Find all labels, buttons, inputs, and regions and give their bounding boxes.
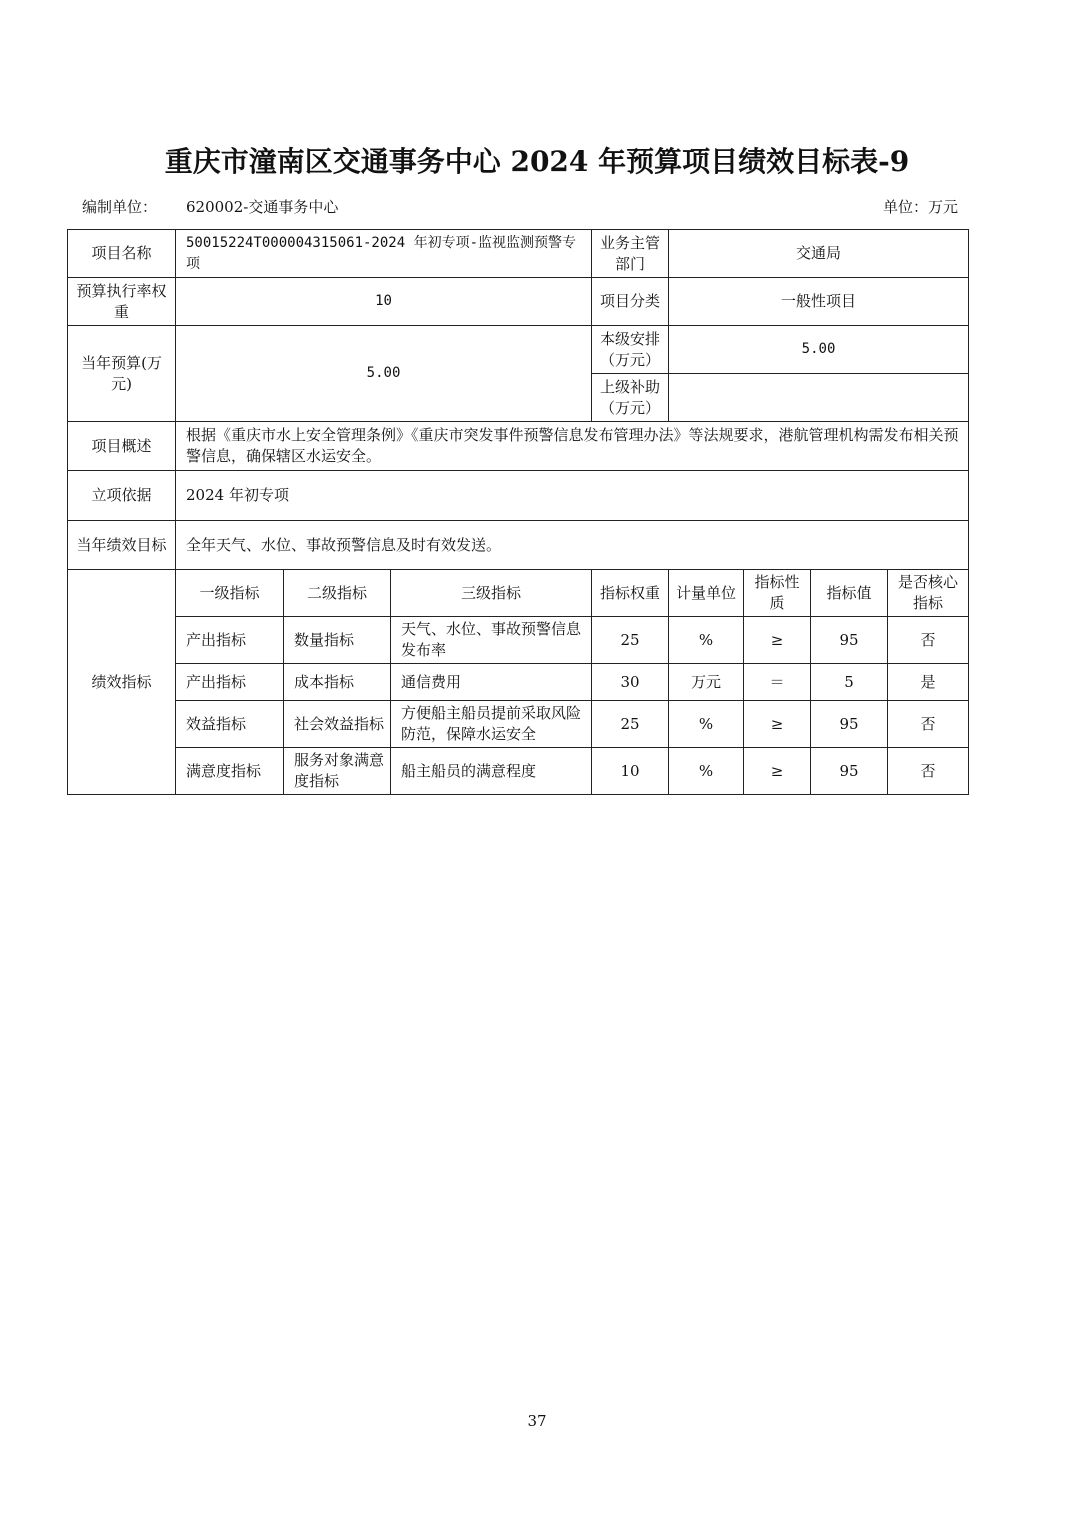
indicators-section-label: 绩效指标 bbox=[68, 570, 176, 795]
header-cell: 指标性质 bbox=[744, 570, 811, 617]
nature-cell: ≥ bbox=[744, 701, 811, 748]
weight-cell: 10 bbox=[592, 748, 669, 795]
header-cell: 三级指标 bbox=[391, 570, 592, 617]
unit-cell: % bbox=[669, 701, 744, 748]
level2-cell: 服务对象满意度指标 bbox=[284, 748, 391, 795]
level3-cell: 方便船主船员提前采取风险防范，保障水运安全 bbox=[391, 701, 592, 748]
basis-label: 立项依据 bbox=[68, 471, 176, 521]
weight-cell: 25 bbox=[592, 617, 669, 664]
core-cell: 否 bbox=[888, 617, 969, 664]
value-cell: 95 bbox=[811, 701, 888, 748]
unit-label: 单位：万元 bbox=[882, 198, 958, 216]
local-value: 5.00 bbox=[669, 326, 969, 374]
upper-value bbox=[669, 374, 969, 422]
level1-cell: 产出指标 bbox=[176, 664, 284, 701]
header-cell: 计量单位 bbox=[669, 570, 744, 617]
value-cell: 95 bbox=[811, 748, 888, 795]
header-cell: 指标权重 bbox=[592, 570, 669, 617]
core-cell: 否 bbox=[888, 748, 969, 795]
table-row bbox=[68, 701, 969, 748]
level1-cell: 产出指标 bbox=[176, 617, 284, 664]
category-value: 一般性项目 bbox=[669, 278, 969, 326]
dept-label: 业务主管部门 bbox=[592, 230, 669, 278]
level1-cell: 满意度指标 bbox=[176, 748, 284, 795]
header-cell: 一级指标 bbox=[176, 570, 284, 617]
page-title: 重庆市潼南区交通事务中心 2024 年预算项目绩效目标表-9 bbox=[164, 145, 910, 178]
header-cell: 指标值 bbox=[811, 570, 888, 617]
header-cell: 二级指标 bbox=[284, 570, 391, 617]
goal-label: 当年绩效目标 bbox=[68, 521, 176, 570]
table-row bbox=[68, 748, 969, 795]
exec-rate-value: 10 bbox=[176, 278, 592, 326]
level3-cell: 天气、水位、事故预警信息发布率 bbox=[391, 617, 592, 664]
nature-cell: ≥ bbox=[744, 748, 811, 795]
value-cell: 5 bbox=[811, 664, 888, 701]
unit-cell: % bbox=[669, 748, 744, 795]
level3-cell: 通信费用 bbox=[391, 664, 592, 701]
overview-label: 项目概述 bbox=[68, 422, 176, 471]
overview-value: 根据《重庆市水上安全管理条例》《重庆市突发事件预警信息发布管理办法》等法规要求，港航管理机构需发布相关预警信息，确保辖区水运安全。 bbox=[176, 422, 969, 471]
level2-cell: 社会效益指标 bbox=[284, 701, 391, 748]
project-name-label: 项目名称 bbox=[68, 230, 176, 278]
level3-cell: 船主船员的满意程度 bbox=[391, 748, 592, 795]
org-value: 620002-交通事务中心 bbox=[186, 198, 339, 216]
performance-table bbox=[67, 229, 969, 795]
nature-cell: ≥ bbox=[744, 617, 811, 664]
level2-cell: 数量指标 bbox=[284, 617, 391, 664]
value-cell: 95 bbox=[811, 617, 888, 664]
core-cell: 是 bbox=[888, 664, 969, 701]
weight-cell: 25 bbox=[592, 701, 669, 748]
unit-cell: 万元 bbox=[669, 664, 744, 701]
org-label: 编制单位： bbox=[82, 198, 158, 216]
table-row bbox=[68, 664, 969, 701]
level2-cell: 成本指标 bbox=[284, 664, 391, 701]
dept-value: 交通局 bbox=[669, 230, 969, 278]
header-cell: 是否核心指标 bbox=[888, 570, 969, 617]
basis-value: 2024 年初专项 bbox=[176, 471, 969, 521]
level1-cell: 效益指标 bbox=[176, 701, 284, 748]
exec-rate-label: 预算执行率权重 bbox=[68, 278, 176, 326]
budget-value: 5.00 bbox=[176, 326, 592, 422]
weight-cell: 30 bbox=[592, 664, 669, 701]
page-number: 37 bbox=[527, 1412, 547, 1430]
unit-cell: % bbox=[669, 617, 744, 664]
upper-label: 上级补助（万元） bbox=[592, 374, 669, 422]
table-row bbox=[68, 617, 969, 664]
nature-cell: ＝ bbox=[744, 664, 811, 701]
core-cell: 否 bbox=[888, 701, 969, 748]
local-label: 本级安排（万元） bbox=[592, 326, 669, 374]
goal-value: 全年天气、水位、事故预警信息及时有效发送。 bbox=[176, 521, 969, 570]
budget-label: 当年预算(万元) bbox=[68, 326, 176, 422]
category-label: 项目分类 bbox=[592, 278, 669, 326]
project-name-value: 50015224T000004315061-2024 年初专项-监视监测预警专项 bbox=[176, 230, 592, 278]
